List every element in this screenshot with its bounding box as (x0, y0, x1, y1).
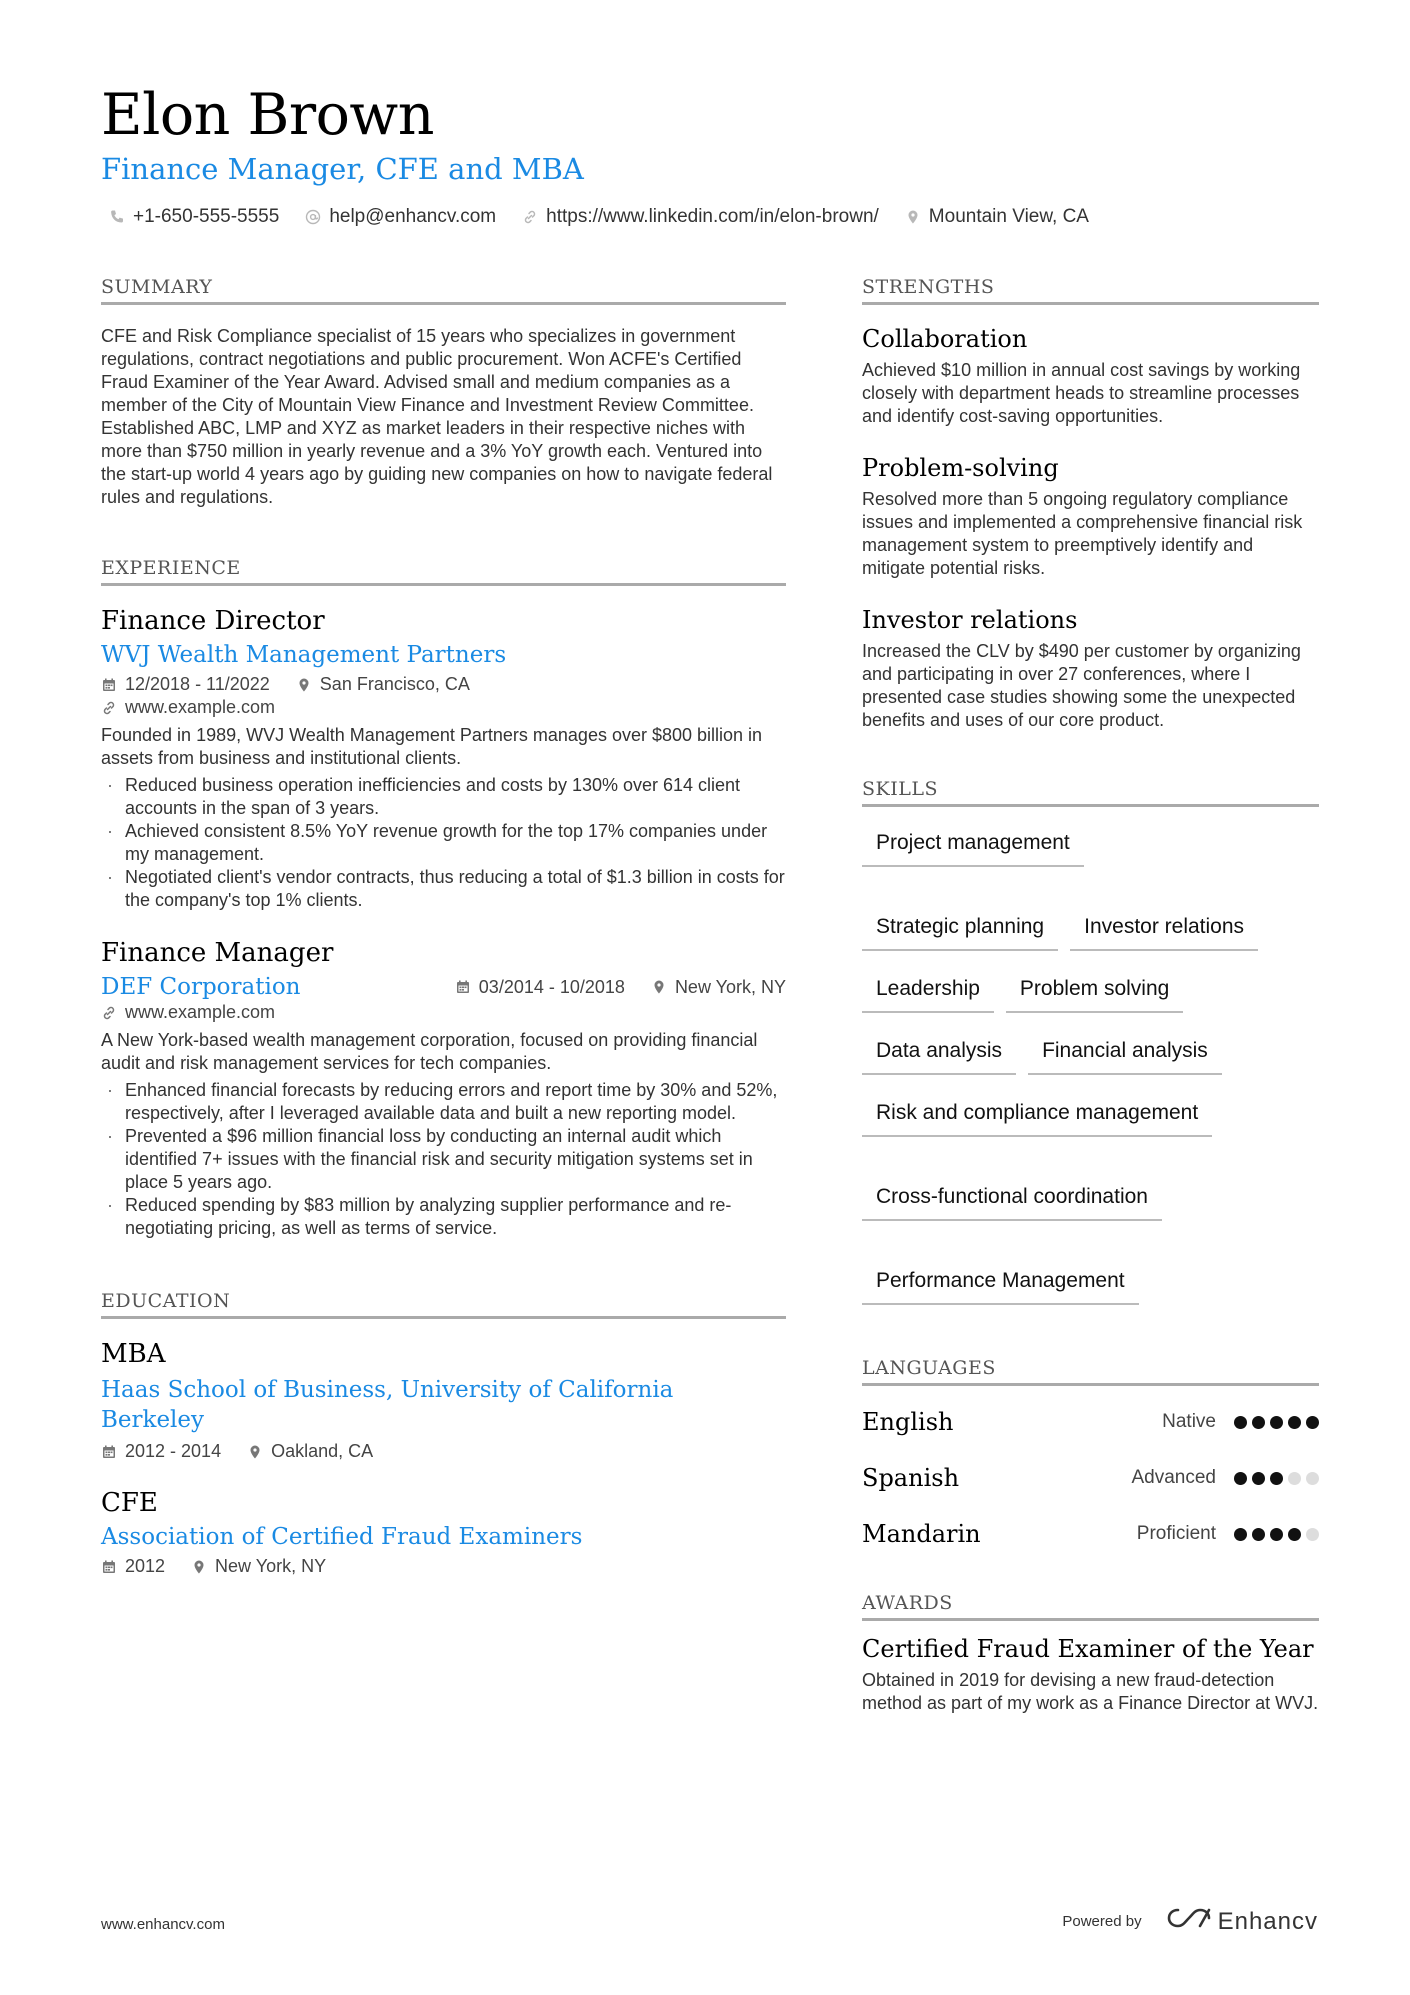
contact-location (905, 206, 1089, 228)
enhancv-logo-icon (1166, 1906, 1212, 1937)
rating-dot-filled (1288, 1416, 1301, 1429)
skills-list (862, 827, 1319, 1305)
awards-section (862, 1592, 1319, 1715)
strength-title: Investor relations (862, 606, 1078, 634)
degree-name: MBA (101, 1339, 166, 1369)
languages-heading: LANGUAGES (862, 1357, 1319, 1386)
job-meta (101, 674, 786, 695)
job-title: Finance Manager (101, 938, 334, 968)
language-name: Mandarin (862, 1520, 981, 1548)
education-dates (101, 1441, 221, 1462)
email-text: help@enhancv.com (329, 206, 497, 227)
job-location (651, 977, 786, 998)
job-bullet: · Prevented a $96 million financial loss by conducting an internal audit which identified 7+ issues with the financial risk and security mitigation systems set in place 5 years ago. (101, 1125, 786, 1194)
language-name: English (862, 1408, 954, 1436)
job-dates-text: 12/2018 - 11/2022 (125, 674, 270, 694)
education-entry (101, 1339, 786, 1462)
candidate-name: Elon Brown (101, 82, 434, 148)
summary-section (101, 276, 786, 509)
languages-section (862, 1357, 1319, 1562)
rating-dot-filled (1252, 1528, 1265, 1541)
job-location (296, 674, 470, 695)
job-website-item (101, 1002, 275, 1023)
job-meta (455, 977, 786, 998)
rating-dot-filled (1270, 1472, 1283, 1485)
strengths-section (862, 276, 1319, 732)
skill-tag: Strategic planning (862, 911, 1058, 951)
job-entry (101, 938, 786, 1240)
strengths-heading: STRENGTHS (862, 276, 1319, 305)
rating-dot-filled (1270, 1416, 1283, 1429)
rating-dot-filled (1234, 1528, 1247, 1541)
job-bullets (101, 1079, 786, 1240)
job-dates-text: 03/2014 - 10/2018 (478, 976, 625, 997)
language-level: Advanced (1131, 1467, 1216, 1488)
skill-tag: Leadership (862, 973, 994, 1013)
skills-section (862, 778, 1319, 1305)
job-entry (101, 606, 786, 912)
language-proficiency (1131, 1467, 1319, 1489)
contact-bar (109, 206, 1089, 228)
job-bullet: · Achieved consistent 8.5% YoY revenue growth for the top 17% companies under my management. (101, 820, 786, 866)
education-heading: EDUCATION (101, 1290, 786, 1319)
strength-item (862, 454, 1319, 580)
summary-text: CFE and Risk Compliance specialist of 15 years who specializes in government regulations, contract negotiations and public procurement. Won ACFE's Certified Fraud Examiner of the Year Award. Advised small and medium companies as a member of the City of Mountain View Finance and Investment Review Committee. Established ABC, LMP and XYZ as market leaders in their respective niches with more than $750 million in yearly revenue and a 3% YoY growth each. Ventured into the start-up world 4 years ago by guiding new companies on how to navigate federal rules and regulations. (101, 326, 773, 507)
language-proficiency (1162, 1411, 1319, 1433)
company-name: WVJ Wealth Management Partners (101, 642, 507, 668)
at-icon (305, 209, 321, 225)
location-pin-icon (191, 1559, 207, 1575)
job-header-row (101, 974, 786, 1000)
skill-tag: Data analysis (862, 1035, 1016, 1075)
job-website-item (101, 697, 275, 718)
awards-heading: AWARDS (862, 1592, 1319, 1621)
education-dates-text: 2012 - 2014 (125, 1441, 222, 1461)
link-icon (101, 700, 117, 716)
education-dates (101, 1556, 165, 1577)
job-description: A New York-based wealth management corporation, focused on providing financial audit and risk management services for tech companies. (101, 1030, 758, 1073)
award-title: Certified Fraud Examiner of the Year (862, 1635, 1314, 1663)
language-proficiency (1137, 1523, 1319, 1545)
skill-tag: Problem solving (1006, 973, 1183, 1013)
rating-dot-empty (1288, 1472, 1301, 1485)
job-location-text: New York, NY (674, 976, 786, 997)
footer-branding (1062, 1906, 1318, 1937)
location-pin-icon (296, 677, 312, 693)
job-website-text: www.example.com (125, 697, 276, 717)
education-location (247, 1441, 373, 1462)
school-name: Association of Certified Fraud Examiners (101, 1524, 583, 1550)
rating-dot-empty (1306, 1528, 1319, 1541)
education-dates-text: 2012 (125, 1556, 166, 1576)
linkedin-text: https://www.linkedin.com/in/elon-brown/ (546, 206, 879, 227)
strength-item (862, 325, 1319, 428)
calendar-icon (455, 979, 471, 995)
strength-title: Collaboration (862, 325, 1028, 353)
education-location (191, 1556, 326, 1577)
skill-tag: Cross-functional coordination (862, 1181, 1162, 1221)
education-location-text: Oakland, CA (271, 1441, 374, 1461)
school-name: Haas School of Business, University of California Berkeley (101, 1377, 674, 1433)
job-bullet: · Negotiated client's vendor contracts, thus reducing a total of $1.3 billion in costs for the company's top 1% clients. (101, 866, 786, 912)
strength-title: Problem-solving (862, 454, 1059, 482)
rating-dot-filled (1252, 1472, 1265, 1485)
rating-dots (1234, 1472, 1319, 1485)
location-text: Mountain View, CA (928, 206, 1089, 227)
rating-dot-filled (1234, 1472, 1247, 1485)
left-column (101, 276, 786, 1577)
candidate-headline: Finance Manager, CFE and MBA (101, 152, 584, 186)
education-meta (101, 1556, 786, 1577)
strength-desc: Resolved more than 5 ongoing regulatory compliance issues and implemented a comprehensive financial risk management system to preemptively identify and mitigate potential risks. (862, 489, 1303, 578)
location-pin-icon (651, 979, 667, 995)
skills-heading: SKILLS (862, 778, 1319, 807)
skill-tag: Performance Management (862, 1265, 1139, 1305)
location-pin-icon (905, 209, 921, 225)
rating-dots (1234, 1416, 1319, 1429)
language-level: Proficient (1136, 1523, 1216, 1544)
contact-linkedin[interactable] (522, 206, 879, 228)
rating-dot-empty (1306, 1472, 1319, 1485)
phone-icon (109, 209, 125, 225)
skill-tag: Investor relations (1070, 911, 1258, 951)
skill-tag: Risk and compliance management (862, 1097, 1212, 1137)
powered-by-text: Powered by (1062, 1913, 1142, 1930)
job-location-text: San Francisco, CA (319, 674, 470, 694)
phone-text: +1-650-555-5555 (133, 206, 280, 227)
enhancv-logo-text: Enhancv (1217, 1907, 1318, 1935)
job-website-text: www.example.com (125, 1002, 276, 1022)
language-row (862, 1450, 1319, 1506)
job-bullets (101, 774, 786, 912)
calendar-icon (101, 1444, 117, 1460)
language-name: Spanish (862, 1464, 960, 1492)
rating-dot-filled (1306, 1416, 1319, 1429)
education-meta (101, 1441, 786, 1462)
right-column (862, 276, 1319, 1715)
award-desc: Obtained in 2019 for devising a new fraud-detection method as part of my work as a Finance Director at WVJ. (862, 1670, 1319, 1713)
experience-section (101, 557, 786, 1240)
resume-page (101, 0, 1319, 1995)
location-pin-icon (247, 1444, 263, 1460)
skill-tag: Financial analysis (1028, 1035, 1222, 1075)
education-section (101, 1290, 786, 1577)
job-dates (101, 674, 270, 695)
job-bullet: · Reduced business operation inefficiencies and costs by 130% over 614 client accounts in the span of 3 years. (101, 774, 786, 820)
skill-tag: Project management (862, 827, 1084, 867)
language-row (862, 1394, 1319, 1450)
rating-dot-filled (1252, 1416, 1265, 1429)
strength-desc: Achieved $10 million in annual cost savings by working closely with department heads to streamline processes and identify cost-saving opportunities. (862, 360, 1301, 426)
language-row (862, 1506, 1319, 1562)
job-website[interactable] (101, 1002, 786, 1023)
education-entry (101, 1488, 786, 1577)
enhancv-logo[interactable] (1166, 1906, 1318, 1937)
calendar-icon (101, 1559, 117, 1575)
job-bullet: · Enhanced financial forecasts by reducing errors and report time by 30% and 52%, respectively, after I leveraged available data and built a new reporting model. (101, 1079, 786, 1125)
link-icon (101, 1005, 117, 1021)
experience-heading: EXPERIENCE (101, 557, 786, 586)
rating-dot-filled (1234, 1416, 1247, 1429)
footer-website[interactable]: www.enhancv.com (101, 1916, 225, 1933)
contact-phone[interactable] (109, 206, 279, 228)
language-level: Native (1162, 1411, 1216, 1432)
job-description: Founded in 1989, WVJ Wealth Management Partners manages over $800 billion in assets from business and institutional clients. (101, 725, 763, 768)
degree-name: CFE (101, 1488, 158, 1518)
education-location-text: New York, NY (215, 1556, 327, 1576)
strength-item (862, 606, 1319, 732)
job-title: Finance Director (101, 606, 325, 636)
job-dates (455, 977, 625, 998)
link-icon (522, 209, 538, 225)
contact-email[interactable] (305, 206, 496, 228)
strength-desc: Increased the CLV by $490 per customer by organizing and participating in over 27 conferences, where I presented case studies showing some the unexpected benefits and uses of our core product. (862, 641, 1301, 730)
job-website[interactable] (101, 697, 786, 718)
calendar-icon (101, 677, 117, 693)
rating-dots (1234, 1528, 1319, 1541)
rating-dot-filled (1288, 1528, 1301, 1541)
summary-heading: SUMMARY (101, 276, 786, 305)
job-bullet: · Reduced spending by $83 million by analyzing supplier performance and re-negotiating pricing, as well as terms of service. (101, 1194, 786, 1240)
rating-dot-filled (1270, 1528, 1283, 1541)
company-name: DEF Corporation (101, 974, 301, 1000)
